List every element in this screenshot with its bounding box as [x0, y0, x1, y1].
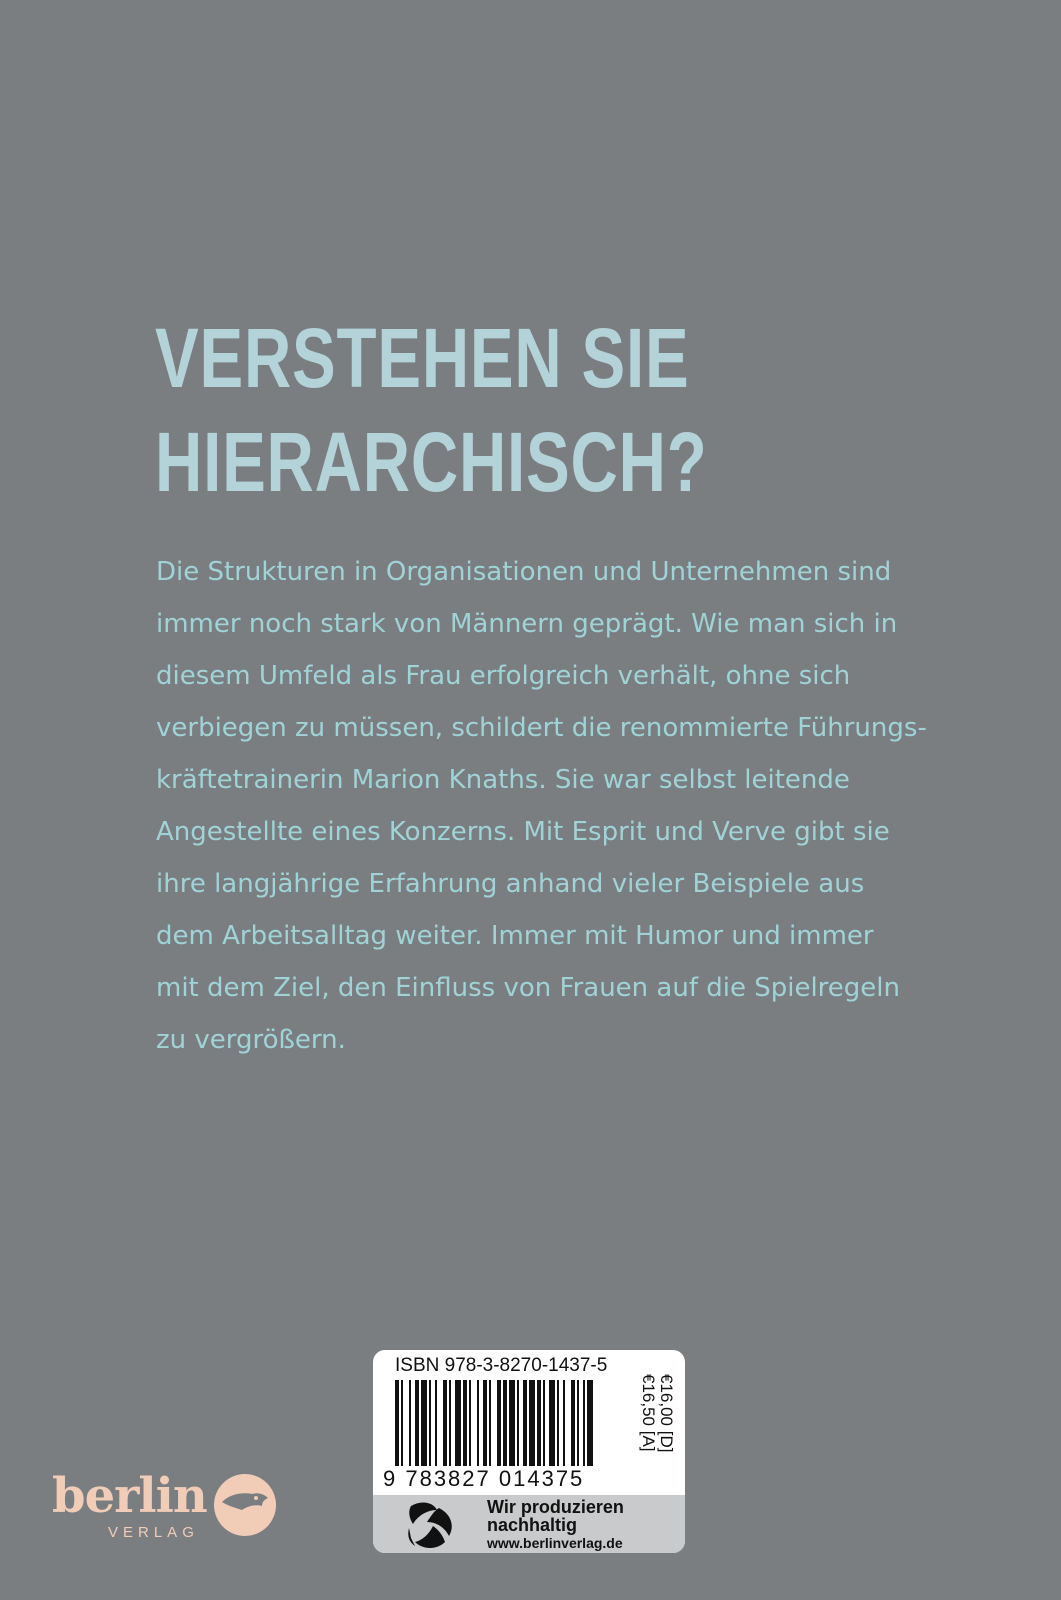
isbn-label: ISBN 978-3-8270-1437-5 — [395, 1355, 608, 1376]
headline-line: HIERARCHISCH? — [155, 415, 708, 509]
blurb-line: mit dem Ziel, den Einfluss von Frauen auf die Spielregeln — [156, 973, 900, 1003]
sustainability-line2: nachhaltig — [487, 1515, 578, 1535]
blurb-line: diesem Umfeld als Frau erfolgreich verhält, ohne sich — [156, 661, 851, 691]
barcode-icon — [395, 1380, 635, 1466]
blurb-line: kräftetrainerin Marion Knaths. Sie war selbst leitende — [156, 765, 850, 795]
blurb-line: Angestellte eines Konzerns. Mit Esprit und Verve gibt sie — [156, 817, 890, 847]
price-austria: €16,50 [A] — [639, 1374, 658, 1452]
blurb-line: verbiegen zu müssen, schildert die renommierte Führungs- — [156, 713, 927, 743]
publisher-logo — [52, 1468, 292, 1558]
price-germany: €16,00 [D] — [657, 1374, 676, 1453]
sustainability-line1: Wir produzieren — [487, 1497, 624, 1517]
publisher-name: berlin — [52, 1468, 207, 1524]
blurb-line: dem Arbeitsalltag weiter. Immer mit Humor und immer — [156, 921, 874, 951]
blurb-line: zu vergrößern. — [156, 1025, 346, 1055]
sustainability-badge — [373, 1495, 685, 1553]
headline — [155, 306, 748, 514]
barcode-digits: 9 783827 014375 — [383, 1466, 585, 1491]
barcode-box — [373, 1350, 685, 1553]
blurb-line: ihre langjährige Erfahrung anhand vieler Beispiele aus — [156, 869, 865, 899]
headline-line: VERSTEHEN SIE — [155, 311, 690, 405]
publisher-subtitle: VERLAG — [108, 1524, 199, 1541]
price-block — [638, 1374, 682, 1474]
blurb-text — [156, 546, 927, 1066]
bear-logo-icon — [212, 1472, 278, 1538]
publisher-url: www.berlinverlag.de — [487, 1535, 623, 1551]
blurb-line: Die Strukturen in Organisationen und Unternehmen sind — [156, 557, 892, 587]
recycling-leaves-icon — [399, 1498, 461, 1552]
blurb-line: immer noch stark von Männern geprägt. Wie man sich in — [156, 609, 898, 639]
